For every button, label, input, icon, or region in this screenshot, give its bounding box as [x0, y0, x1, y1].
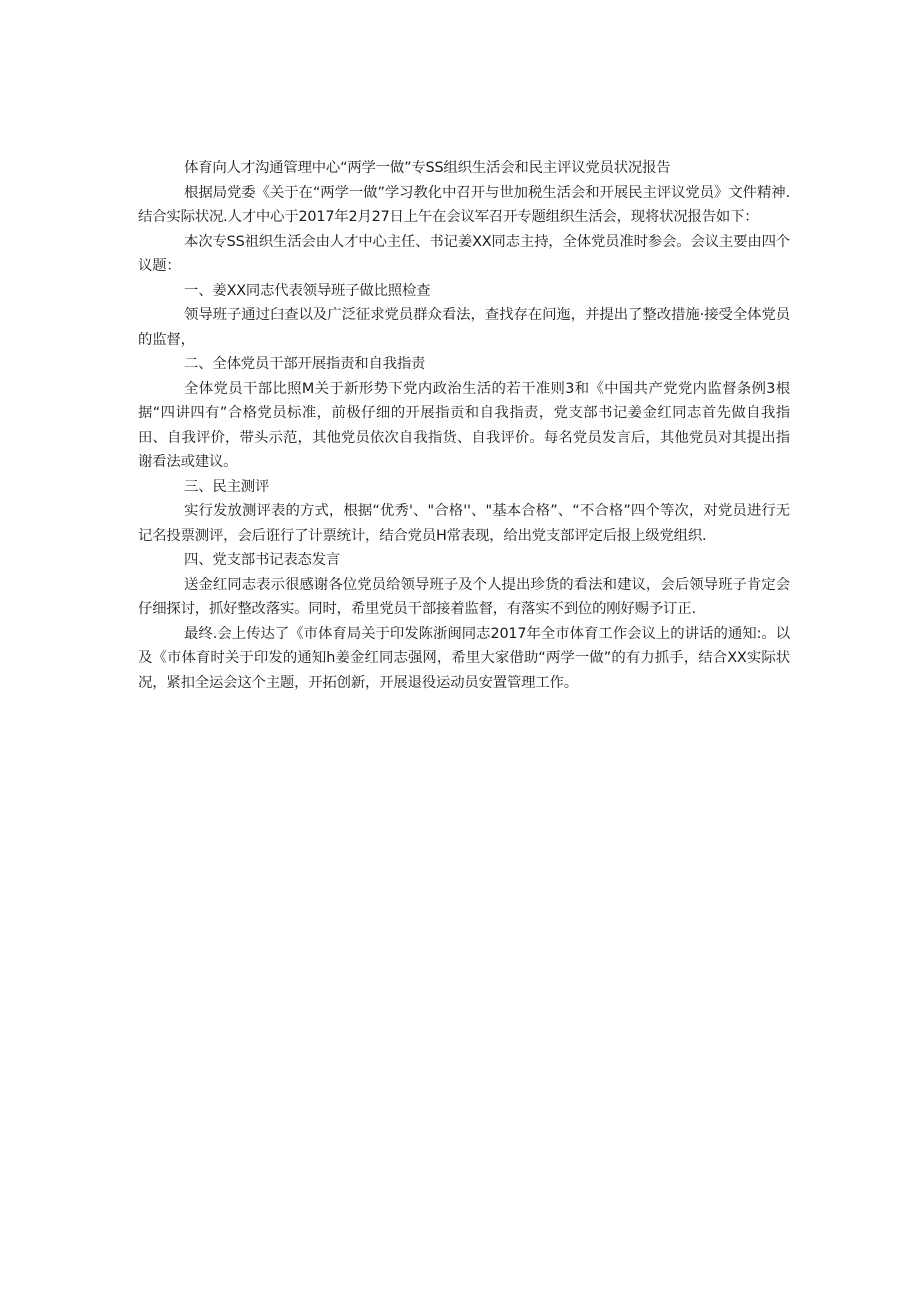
section-heading-1: 一、姜XX同志代表领导班子做比照检查: [184, 282, 431, 299]
paragraph-intro: 根据局党委《关于在“两学一做”学习教化中召开与世加税生活会和开展民主评议党员》文件精神.结合实际状况.人才中心于2017年2月27日上午在会议军召开专题组织生活会，现将状况报告如下：: [138, 184, 790, 225]
section-heading-4: 四、党支部书记表态发言: [184, 552, 341, 568]
document-title: 体育向人才沟通管理中心“两学一做”专SS组织生活会和民主评议党员状况报告: [184, 160, 671, 176]
paragraph-conclusion: 最终.会上传达了《市体育局关于印发陈浙闽同志2017年全市体育工作会议上的讲话的通知:。以及《市体育时关于印发的通知h姜金红同志强网，希里大家借助“两学一做”的有力抓手，结合XX实际状况，紧扣全运会这个主题，开拓创新，开展退役运动员安置管理工作。: [138, 625, 790, 691]
paragraph-section-2: 全体党员干部比照M关于新形势下党内政治生活的若干准则3和《中国共产党党内监督条例3根据“四讲四有”合格党员标准，前极仔细的开展指贡和自我指责，党支部书记姜金红同志首先做自我指田、自我评价，带头示范，其他党员依次自我指货、自我评价。每名党员发言后，其他党员对其提出指谢看法或建议。: [138, 380, 790, 470]
document-body: [138, 156, 790, 695]
section-heading-3: 三、民主测评: [184, 478, 270, 495]
section-heading-2: 二、全体党员干部开展指责和自我指责: [184, 356, 426, 372]
paragraph-section-1: 领导班子通过臼查以及广泛征求党员群众看法，查找存在问迤，并提出了整改措施·接受全体党员的监督，: [138, 307, 790, 348]
paragraph-meeting-summary: 本次专SS祖织生活会由人才中心主任、书记姜XX同志主持，全体党员准时参会。会议主要由四个议题：: [138, 233, 790, 274]
paragraph-section-3: 实行发放测评表的方式，根据“优秀'、"合格''、"基本合格”、“不合格”四个等次，对党员进行无记名投票测评，会后诳行了计票统计，结合党员H常表现，给出党支部评定后报上级党组织.: [138, 503, 790, 544]
paragraph-section-4: 送金红同志表示很感谢各位党员给领导班子及个人提出珍货的看法和建议，会后领导班子肯定会仔细探讨，抓好整改落实。同时，希里党员干部接着监督，有落实不到位的刚好赐予订正.: [138, 576, 790, 617]
